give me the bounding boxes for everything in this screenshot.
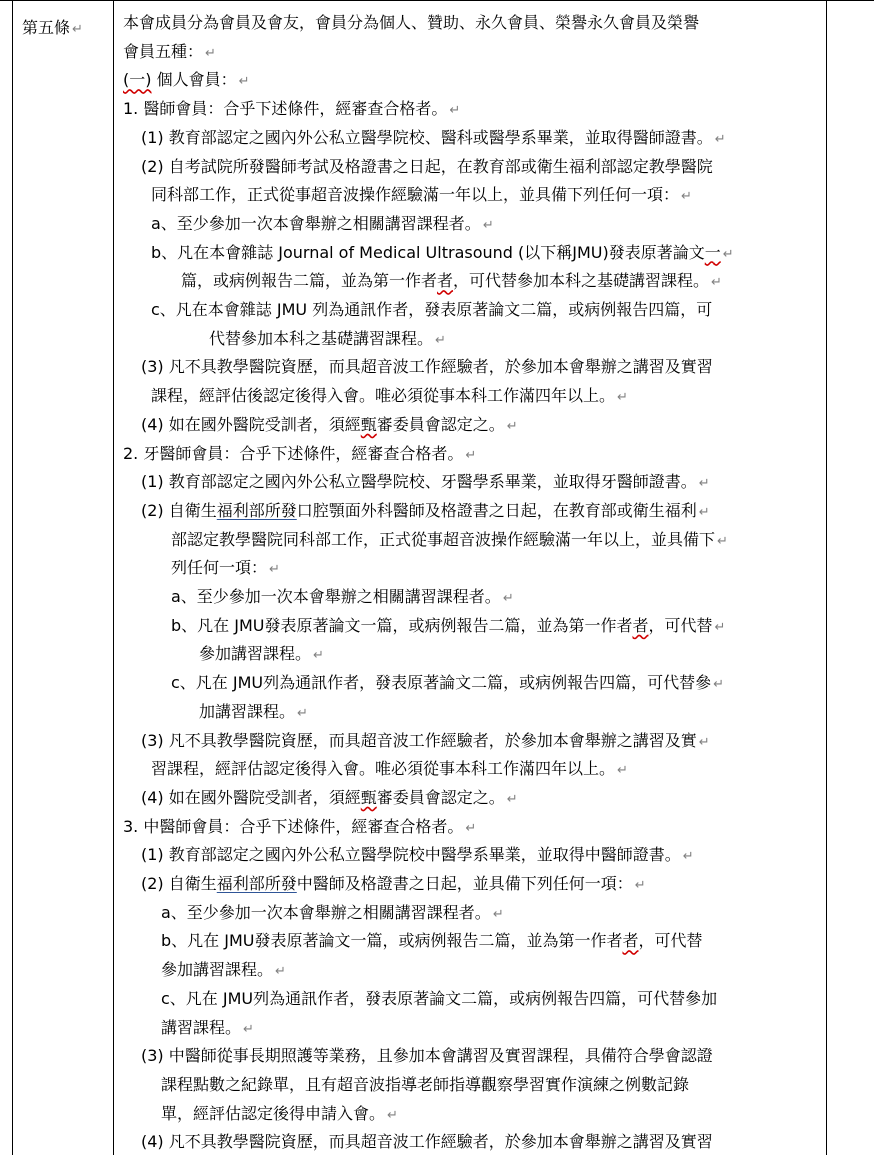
- paragraph-mark: ↵: [711, 275, 722, 291]
- text-line: [151, 754, 628, 785]
- line-text: (3) 凡不具教學醫院資歷，而具超音波工作經驗者，於參加本會舉辦之講習及實習: [141, 357, 713, 377]
- text-line: [151, 209, 494, 240]
- text-line: [123, 439, 476, 470]
- line-text: a、至少參加一次本會舉辦之相關講習課程者。: [161, 902, 491, 922]
- text-line: [161, 1013, 254, 1044]
- line-text: (4) 如在國外醫院受訓者，須經甄審委員會認定之。: [141, 414, 505, 434]
- paragraph-mark: ↵: [275, 964, 286, 980]
- line-text: 3. 中醫師會員：合乎下述條件，經審查合格者。: [123, 816, 464, 836]
- line-text: 課程點數之紀錄單，且有超音波指導老師指導觀察學習實作演練之例數記錄: [161, 1074, 690, 1094]
- line-text: (2) 自衛生福利部所發口腔顎面外科醫師及格證書之日起，在教育部或衛生福利: [141, 500, 697, 520]
- text-line: [141, 352, 713, 381]
- text-line: [161, 1099, 398, 1130]
- paragraph-mark: ↵: [269, 562, 280, 578]
- table-column-divider: [113, 0, 114, 1155]
- text-line: [141, 152, 713, 181]
- paragraph-mark: ↵: [387, 1107, 398, 1123]
- line-text: 列任何一項：: [171, 558, 268, 578]
- line-text: 講習課程。: [161, 1017, 242, 1037]
- line-text: 單，經評估認定後得申請入會。: [161, 1103, 386, 1123]
- text-line: [151, 381, 628, 412]
- paragraph-mark: ↵: [634, 878, 646, 893]
- paragraph-mark: ↵: [465, 820, 477, 836]
- paragraph-mark: ↵: [713, 677, 725, 693]
- text-line: [161, 898, 504, 929]
- text-line: [141, 840, 694, 871]
- paragraph-mark: ↵: [714, 131, 726, 147]
- text-line: [141, 410, 518, 441]
- line-text: (3) 凡不具教學醫院資歷，而具超音波工作經驗者，於參加本會舉辦之講習及實: [141, 730, 697, 750]
- line-text: b、凡在本會雜誌 Journal of Medical Ultrasound (以下稱JMU)發表原著論文一: [151, 242, 721, 262]
- text-line: [123, 37, 216, 68]
- line-text: (1) 教育部認定之國內外公私立醫學院校中醫學系畢業，並取得中醫師證書。: [141, 845, 681, 865]
- text-line: [171, 582, 514, 613]
- line-text: 篇，或病例報告二篇，並為第一作者者，可代替參加本科之基礎講習課程。: [181, 271, 710, 291]
- paragraph-mark: ↵: [205, 45, 216, 61]
- text-line: [181, 266, 722, 297]
- line-text: c、凡在本會雜誌 JMU 列為通訊作者，發表原著論文二篇，或病例報告四篇，可: [151, 300, 713, 319]
- paragraph-mark: ↵: [243, 1021, 254, 1037]
- line-text: b、凡在 JMU發表原著論文一篇，或病例報告二篇，並為第一作者者，可代替: [161, 931, 703, 951]
- line-text: 代替參加本科之基礎講習課程。: [209, 328, 434, 348]
- line-text: 同科部工作，正式從事超音波操作經驗滿一年以上，並具備下列任何一項：: [151, 185, 680, 205]
- text-line: [171, 668, 724, 699]
- paragraph-mark: ↵: [492, 906, 504, 922]
- text-line: [123, 812, 476, 843]
- paragraph-mark: ↵: [465, 447, 477, 463]
- line-text: 部認定教學醫院同科部工作，正式從事超音波操作經驗滿一年以上，並具備下: [171, 529, 716, 549]
- line-text: (2) 自衛生福利部所發中醫師及格證書之日起，並具備下列任何一項：: [141, 874, 633, 893]
- line-text: c、凡在 JMU列為通訊作者，發表原著論文二篇，或病例報告四篇，可代替參: [171, 673, 712, 693]
- line-text: 參加講習課程。: [199, 644, 312, 664]
- line-text: 參加講習課程。: [161, 960, 274, 980]
- text-line: [141, 123, 726, 154]
- line-text: 課程，經評估後認定後得入會。唯必須從事本科工作滿四年以上。: [151, 386, 616, 406]
- paragraph-mark: ↵: [682, 849, 694, 865]
- text-line: [123, 65, 250, 96]
- text-line: [141, 496, 710, 527]
- paragraph-mark: ↵: [238, 74, 250, 90]
- text-line: [151, 295, 712, 324]
- paragraph-mark: ↵: [502, 591, 514, 606]
- text-line: [123, 8, 699, 37]
- text-line: [199, 639, 324, 670]
- line-text: 會員五種：: [123, 41, 204, 61]
- table-right-border: [826, 0, 827, 1155]
- paragraph-mark: ↵: [435, 332, 446, 348]
- paragraph-mark: ↵: [313, 648, 324, 664]
- text-line: [141, 1127, 713, 1156]
- text-line: [123, 94, 460, 125]
- text-line: [151, 180, 692, 211]
- line-text: 習課程，經評估認定後得入會。唯必須從事本科工作滿四年以上。: [151, 759, 616, 779]
- paragraph-mark: ↵: [722, 246, 734, 262]
- line-text: (4) 凡不具教學醫院資歷，而具超音波工作經驗者，於參加本會舉辦之講習及實習: [141, 1132, 713, 1152]
- text-line: [161, 955, 286, 986]
- text-line: [199, 697, 308, 728]
- line-text: b、凡在 JMU發表原著論文一篇，或病例報告二篇，並為第一作者者，可代替: [171, 615, 713, 635]
- text-line: [151, 238, 734, 269]
- paragraph-mark: ↵: [297, 705, 308, 721]
- text-line: [171, 553, 280, 584]
- paragraph-mark: ↵: [617, 763, 628, 779]
- text-line: [141, 467, 710, 498]
- text-line: [161, 984, 717, 1013]
- line-text: a、至少參加一次本會舉辦之相關講習課程者。: [151, 213, 481, 233]
- text-line: [161, 926, 703, 955]
- paragraph-mark: ↵: [698, 504, 710, 520]
- line-text: 2. 牙醫師會員：合乎下述條件，經審查合格者。: [123, 443, 464, 463]
- text-line: [209, 324, 446, 355]
- paragraph-mark: ↵: [506, 418, 518, 434]
- line-text: (3) 中醫師從事長期照護等業務，且參加本會講習及實習課程，具備符合學會認證: [141, 1046, 713, 1066]
- text-line: [141, 726, 710, 757]
- line-text: (1) 教育部認定之國內外公私立醫學院校、醫科或醫學系畢業，並取得醫師證書。: [141, 127, 713, 147]
- paragraph-mark: ↵: [681, 189, 692, 205]
- line-text: (一) 個人會員：: [123, 70, 237, 90]
- paragraph-mark: ↵: [698, 476, 710, 492]
- text-line: [141, 1041, 713, 1070]
- paragraph-mark: ↵: [449, 103, 461, 119]
- text-line: [171, 611, 725, 642]
- line-text: 本會成員分為會員及會友，會員分為個人、贊助、永久會員、榮譽永久會員及榮譽: [123, 13, 700, 32]
- paragraph-mark: ↵: [506, 791, 518, 807]
- paragraph-mark: ↵: [698, 734, 710, 750]
- line-text: (2) 自考試院所發醫師考試及格證書之日起，在教育部或衛生福利部認定教學醫院: [141, 156, 713, 176]
- text-line: [141, 869, 646, 900]
- text-line: [171, 525, 728, 556]
- paragraph-mark: ↵: [717, 533, 728, 549]
- line-text: c、凡在 JMU列為通訊作者，發表原著論文二篇，或病例報告四篇，可代替參加: [161, 988, 718, 1008]
- paragraph-mark: ↵: [714, 619, 726, 635]
- text-line: [141, 783, 518, 814]
- line-text: 1. 醫師會員：合乎下述條件，經審查合格者。: [123, 99, 448, 119]
- table-top-border: [0, 0, 874, 1]
- paragraph-mark: ↵: [482, 217, 494, 233]
- line-text: (1) 教育部認定之國內外公私立醫學院校、牙醫學系畢業，並取得牙醫師證書。: [141, 472, 697, 492]
- text-line: [161, 1070, 689, 1099]
- paragraph-mark: ↵: [617, 390, 628, 406]
- line-text: (4) 如在國外醫院受訓者，須經甄審委員會認定之。: [141, 787, 505, 807]
- line-text: a、至少參加一次本會舉辦之相關講習課程者。: [171, 587, 501, 606]
- table-left-border: [12, 0, 13, 1155]
- article-label: 第五條 ↵: [22, 18, 83, 37]
- line-text: 加講習課程。: [199, 701, 296, 721]
